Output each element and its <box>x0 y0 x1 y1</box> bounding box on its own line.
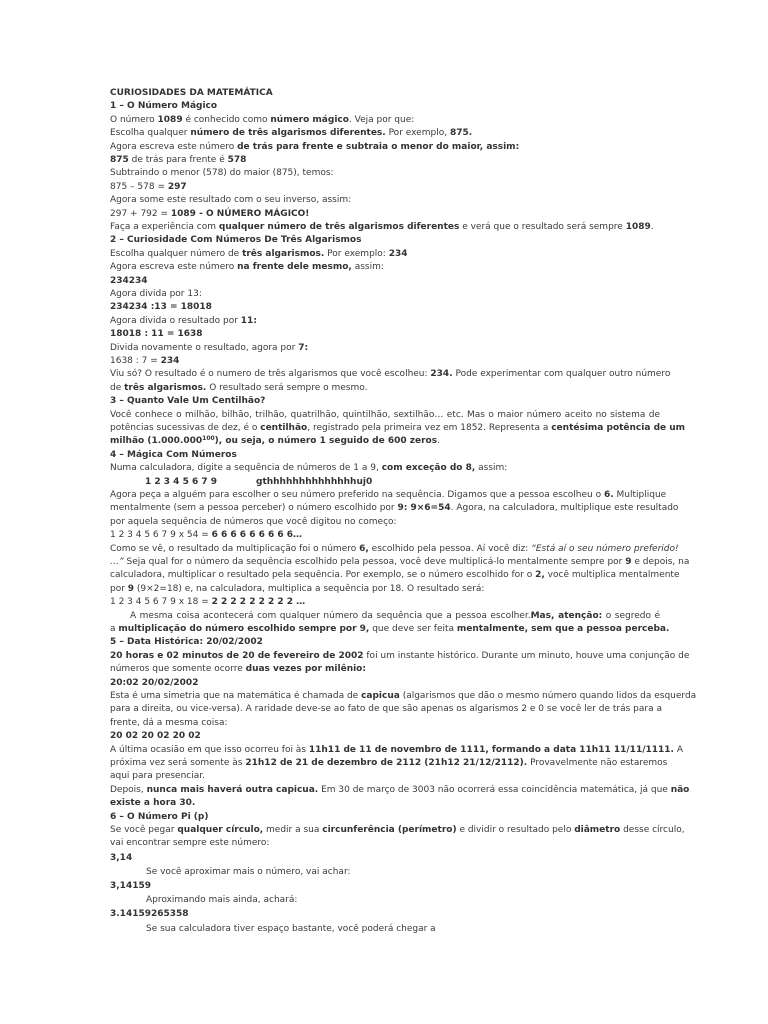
paragraph-line: 875 – 578 = 297 <box>110 181 187 192</box>
paragraph-line: A mesma coisa acontecerá com qualquer número da sequência que a pessoa escolher.Mas, atenção: o segredo é <box>130 610 661 621</box>
paragraph-line: números que somente ocorre duas vezes por milênio: <box>110 664 366 675</box>
paragraph-line: frente, dá a mesma coisa: <box>110 717 228 728</box>
paragraph-line: Agora divida o resultado por 11: <box>110 315 257 326</box>
section-4-heading: 4 – Mágica Com Números <box>110 449 237 460</box>
paragraph-line: Divida novamente o resultado, agora por 7: <box>110 342 309 353</box>
paragraph-line: Como se vê, o resultado da multiplicação foi o número 6, escolhido pela pessoa. Aí você diz: “Está aí o seu número preferido! <box>110 543 679 554</box>
paragraph-line: 20 horas e 02 minutos de 20 de fevereiro de 2002 foi um instante histórico. Durante um minuto, houve uma conjunção de <box>110 650 690 661</box>
paragraph-line: para a direita, ou vice-versa). A raridade deve-se ao fato de que são apenas os algarismos 2 e 0 se você ler de trás para a <box>110 704 662 715</box>
paragraph-line: Se você aproximar mais o número, vai achar: <box>146 866 351 877</box>
paragraph-line: Numa calculadora, digite a sequência de números de 1 a 9, com exceção do 8, assim: <box>110 463 508 474</box>
paragraph-line: O número 1089 é conhecido como número mágico. Veja por que: <box>110 114 415 125</box>
paragraph-line: 20 02 20 02 20 02 <box>110 731 201 742</box>
paragraph-line: calculadora, multiplicar o resultado pela sequência. Por exemplo, se o número escolhido for o 2, você multiplica mentalmente <box>110 570 680 581</box>
paragraph-line: de três algarismos. O resultado será sempre o mesmo. <box>110 382 368 393</box>
paragraph-line: Depois, nunca mais haverá outra capicua. Em 30 de março de 3003 não ocorrerá essa coincidência matemática, já que não <box>110 784 690 795</box>
paragraph-line: por 9 (9×2=18) e, na calculadora, multiplica a sequência por 18. O resultado será: <box>110 583 485 594</box>
paragraph-line: Viu só? O resultado é o numero de três algarismos que você escolheu: 234. Pode experimentar com qualquer outro número <box>110 369 671 380</box>
section-1-heading: 1 – O Número Mágico <box>110 101 218 112</box>
paragraph-line: 1 2 3 4 5 6 7 9 x 18 = 2 2 2 2 2 2 2 2 2 … <box>110 597 306 608</box>
paragraph-line: 234234 :13 = 18018 <box>110 302 212 313</box>
stray-text: gthhhhhhhhhhhhhhuj0 <box>256 476 373 487</box>
paragraph-line: 20:02 20/02/2002 <box>110 677 199 688</box>
paragraph-line: Agora some este resultado com o seu inverso, assim: <box>110 195 352 206</box>
paragraph-line: mentalmente (sem a pessoa perceber) o número escolhido por 9: 9×6=54. Agora, na calculadora, multiplique este resultado <box>110 503 679 514</box>
paragraph-line: próxima vez será somente às 21h12 de 21 de dezembro de 2112 (21h12 21/12/2112). Provavelmente não estaremos <box>110 758 668 768</box>
paragraph-line: milhão (1.000.000$^{100}$), ou seja, o número 1 seguido de 600 zeros. <box>110 435 440 447</box>
paragraph-line: 1638 : 7 = 234 <box>110 356 180 366</box>
digit-sequence: 1 2 3 4 5 6 7 9 <box>145 476 218 487</box>
paragraph-line: a multiplicação do número escolhido sempre por 9, que deve ser feita mentalmente, sem que a pessoa perceba. <box>110 624 670 634</box>
paragraph-line: 875 de trás para frente é 578 <box>110 155 247 165</box>
section-5-heading: 5 – Data Histórica: 20/02/2002 <box>110 637 263 648</box>
paragraph-line: aqui para presenciar. <box>110 771 205 782</box>
paragraph-line: A última ocasião em que isso ocorreu foi às 11h11 de 11 de novembro de 1111, formando a data 11h11 11/11/1111. A <box>110 744 683 755</box>
section-6-heading: 6 – O Número Pi (p) <box>110 811 209 822</box>
paragraph-line: Faça a experiência com qualquer número de três algarismos diferentes e verá que o resultado será sempre 1089. <box>110 222 654 232</box>
paragraph-line: Agora escreva este número de trás para frente e subtraia o menor do maior, assim: <box>110 141 520 152</box>
section-3-heading: 3 – Quanto Vale Um Centilhão? <box>110 396 266 407</box>
paragraph-line: Esta é uma simetria que na matemática é chamada de capicua (algarismos que dão o mesmo número quando lidos da esquerda <box>110 691 697 701</box>
paragraph-line: Escolha qualquer número de três algarismos. Por exemplo: 234 <box>110 248 408 259</box>
paragraph-line: 3,14 <box>110 852 133 863</box>
paragraph-line: 297 + 792 = 1089 - O NÚMERO MÁGICO! <box>110 208 310 219</box>
paragraph-line: por aquela sequência de números que você digitou no começo: <box>110 516 397 527</box>
paragraph-line: 234234 <box>110 275 148 286</box>
paragraph-line: 3,14159 <box>110 881 151 891</box>
section-2-heading: 2 – Curiosidade Com Números De Três Algarismos <box>110 235 362 246</box>
document-title: CURIOSIDADES DA MATEMÁTICA <box>110 88 273 98</box>
paragraph-line: vai encontrar sempre este número: <box>110 838 270 849</box>
paragraph-line: 1 2 3 4 5 6 7 9 x 54 = 6 6 6 6 6 6 6 6 6… <box>110 530 303 541</box>
paragraph-line: Se sua calculadora tiver espaço bastante, você poderá chegar a <box>146 923 436 934</box>
paragraph-line: potências sucessivas de dez, é o centilhão, registrado pela primeira vez em 1852. Representa a centésima potência de um <box>110 423 686 433</box>
paragraph-line: Você conhece o milhão, bilhão, trilhão, quatrilhão, quintilhão, sextilhão… etc. Mas o maior número aceito no sistema de <box>110 409 660 420</box>
paragraph-line: 18018 : 11 = 1638 <box>110 329 203 340</box>
paragraph-line: Agora escreva este número na frente dele mesmo, assim: <box>110 262 384 273</box>
paragraph-line: Subtraindo o menor (578) do maior (875), temos: <box>110 168 334 179</box>
paragraph-line: existe a hora 30. <box>110 798 196 809</box>
paragraph-line: Agora divida por 13: <box>110 289 202 299</box>
paragraph-line: Escolha qualquer número de três algarismos diferentes. Por exemplo, 875. <box>110 128 473 139</box>
paragraph-line: 3.14159265358 <box>110 909 189 920</box>
paragraph-line: …” Seja qual for o número da sequência escolhido pela pessoa, você deve multiplicá-lo mentalmente sempre por 9 e depois, na <box>110 557 690 567</box>
paragraph-line: Se você pegar qualquer círculo, medir a sua circunferência (perímetro) e dividir o resultado pelo diâmetro desse círculo, <box>110 825 685 835</box>
paragraph-line: Agora peça a alguém para escolher o seu número preferido na sequência. Digamos que a pessoa escolheu o 6. Multiplique <box>110 490 667 500</box>
paragraph-line: Aproximando mais ainda, achará: <box>146 895 298 906</box>
